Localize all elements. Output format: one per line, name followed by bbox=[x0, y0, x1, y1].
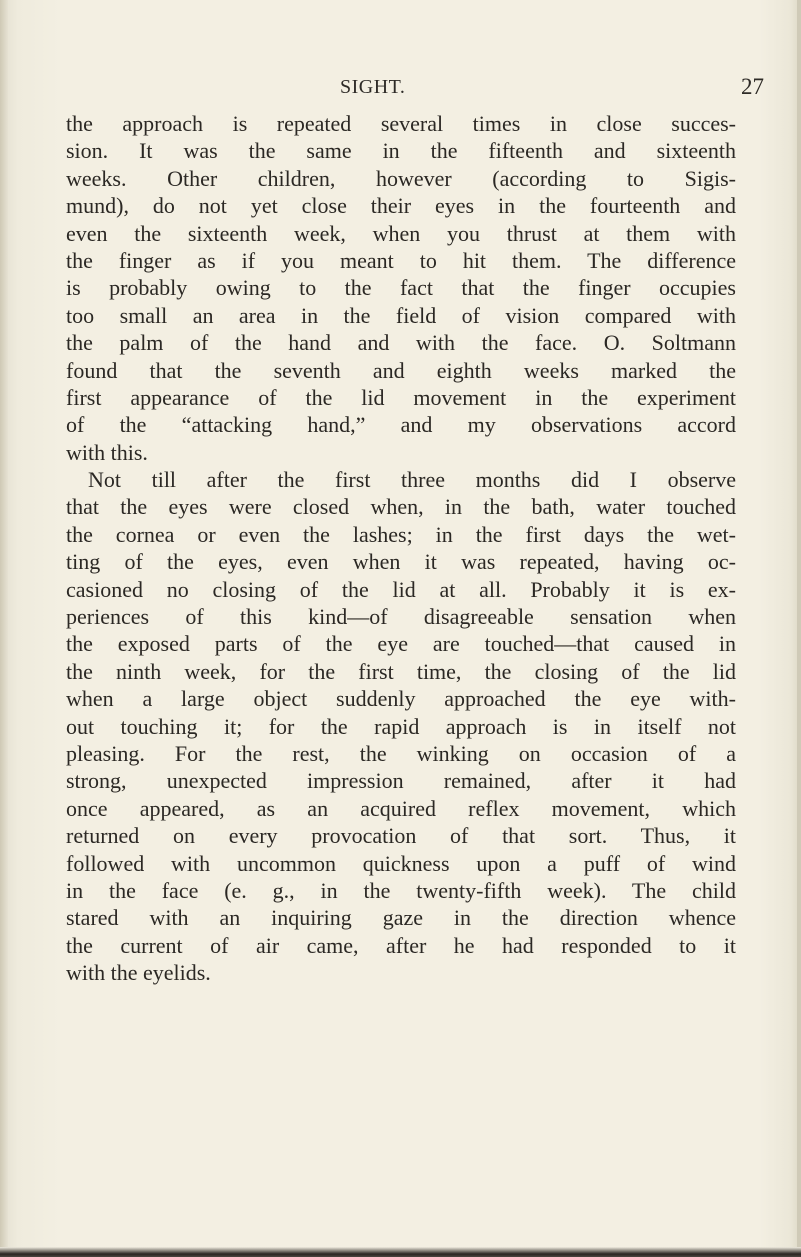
text-line: sion. It was the same in the fifteenth and sixteenth bbox=[66, 138, 736, 164]
text-line: followed with uncommon quickness upon a puff of wind bbox=[66, 850, 736, 876]
page-number: 27 bbox=[741, 74, 764, 99]
text-line: first appearance of the lid movement in the experiment bbox=[66, 384, 736, 410]
text-line: of the “attacking hand,” and my observations accord bbox=[66, 412, 736, 438]
text-line: the cornea or even the lashes; in the first days the wet- bbox=[66, 521, 736, 547]
text-line: weeks. Other children, however (according to Sigis- bbox=[66, 165, 736, 191]
text-line: with this. bbox=[66, 439, 148, 465]
text-line: once appeared, as an acquired reflex movement, which bbox=[66, 795, 736, 821]
text-line: pleasing. For the rest, the winking on occasion of a bbox=[66, 740, 736, 766]
text-line: returned on every provocation of that sort. Thus, it bbox=[66, 823, 736, 849]
text-line: stared with an inquiring gaze in the direction whence bbox=[66, 905, 736, 931]
paragraph-2 bbox=[66, 466, 736, 986]
text-line: the current of air came, after he had responded to it bbox=[66, 932, 736, 958]
text-line: the approach is repeated several times in close succes- bbox=[66, 111, 736, 136]
text-line: the finger as if you meant to hit them. The difference bbox=[66, 247, 736, 273]
page-gutter-shadow bbox=[0, 0, 8, 1257]
text-line: mund), do not yet close their eyes in the fourteenth and bbox=[66, 193, 736, 219]
text-line: found that the seventh and eighth weeks marked the bbox=[66, 357, 736, 383]
text-line: strong, unexpected impression remained, after it had bbox=[66, 768, 736, 794]
body-text bbox=[66, 110, 736, 987]
page-right-edge bbox=[797, 0, 801, 1257]
text-line: ting of the eyes, even when it was repeated, having oc- bbox=[66, 549, 736, 575]
text-line: with the eyelids. bbox=[66, 960, 211, 986]
text-line: too small an area in the field of vision compared with bbox=[66, 302, 736, 328]
page-bottom-edge bbox=[0, 1247, 801, 1257]
text-line: the palm of the hand and with the face. O. Soltmann bbox=[66, 330, 736, 356]
text-line: Not till after the first three months did I observe bbox=[88, 467, 736, 493]
paragraph-1 bbox=[66, 110, 736, 466]
text-line: is probably owing to the fact that the finger occupies bbox=[66, 275, 736, 301]
text-line: out touching it; for the rapid approach is in itself not bbox=[66, 713, 736, 739]
text-line: when a large object suddenly approached the eye with- bbox=[66, 686, 736, 712]
text-line: the exposed parts of the eye are touched—that caused in bbox=[66, 631, 736, 657]
running-title: SIGHT. bbox=[340, 76, 406, 98]
text-line: casioned no closing of the lid at all. Probably it is ex- bbox=[66, 576, 736, 602]
text-line: even the sixteenth week, when you thrust at them with bbox=[66, 220, 736, 246]
text-line: periences of this kind—of disagreeable sensation when bbox=[66, 604, 736, 630]
text-line: in the face (e. g., in the twenty-fifth week). The child bbox=[66, 877, 736, 903]
text-line: that the eyes were closed when, in the bath, water touched bbox=[66, 494, 736, 520]
text-line: the ninth week, for the first time, the closing of the lid bbox=[66, 658, 736, 684]
